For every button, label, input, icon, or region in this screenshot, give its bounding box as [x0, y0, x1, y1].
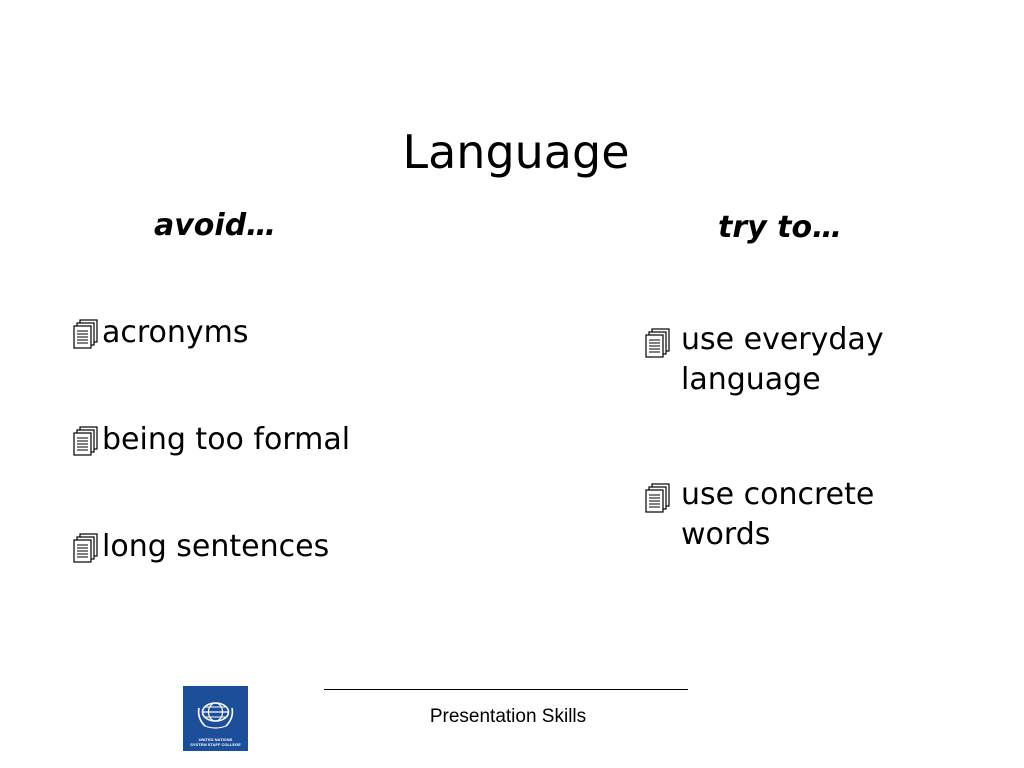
globe-emblem-icon: [183, 686, 248, 736]
document-stack-icon: [644, 483, 671, 513]
avoid-item-long-sentences: [72, 527, 532, 567]
document-stack-icon: [644, 328, 671, 358]
bullet-line: language: [681, 362, 821, 397]
avoid-heading: avoid…: [154, 208, 277, 243]
un-staff-college-logo: [183, 686, 248, 751]
document-stack-icon: [72, 533, 99, 563]
bullet-label: [681, 320, 884, 400]
bullet-label: long sentences: [102, 529, 330, 564]
logo-text-line-1: UNITED NATIONS: [198, 737, 233, 742]
bullet-line: use concrete: [681, 477, 875, 512]
footer-divider: [324, 689, 688, 690]
slide-title: Language: [402, 125, 630, 179]
avoid-item-formal: [72, 420, 532, 460]
try-item-concrete-words: [644, 475, 944, 555]
footer-text: Presentation Skills: [429, 706, 587, 727]
bullet-label: acronyms: [102, 315, 249, 350]
document-stack-icon: [72, 319, 99, 349]
avoid-item-acronyms: [72, 313, 532, 353]
document-stack-icon: [72, 426, 99, 456]
logo-text-line-2: SYSTEM STAFF COLLEGE: [190, 742, 241, 747]
bullet-line: use everyday: [681, 322, 884, 357]
try-to-heading: try to…: [718, 210, 843, 245]
try-item-everyday-language: [644, 320, 944, 400]
bullet-label: being too formal: [102, 422, 351, 457]
bullet-line: words: [681, 517, 771, 552]
bullet-label: [681, 475, 874, 555]
